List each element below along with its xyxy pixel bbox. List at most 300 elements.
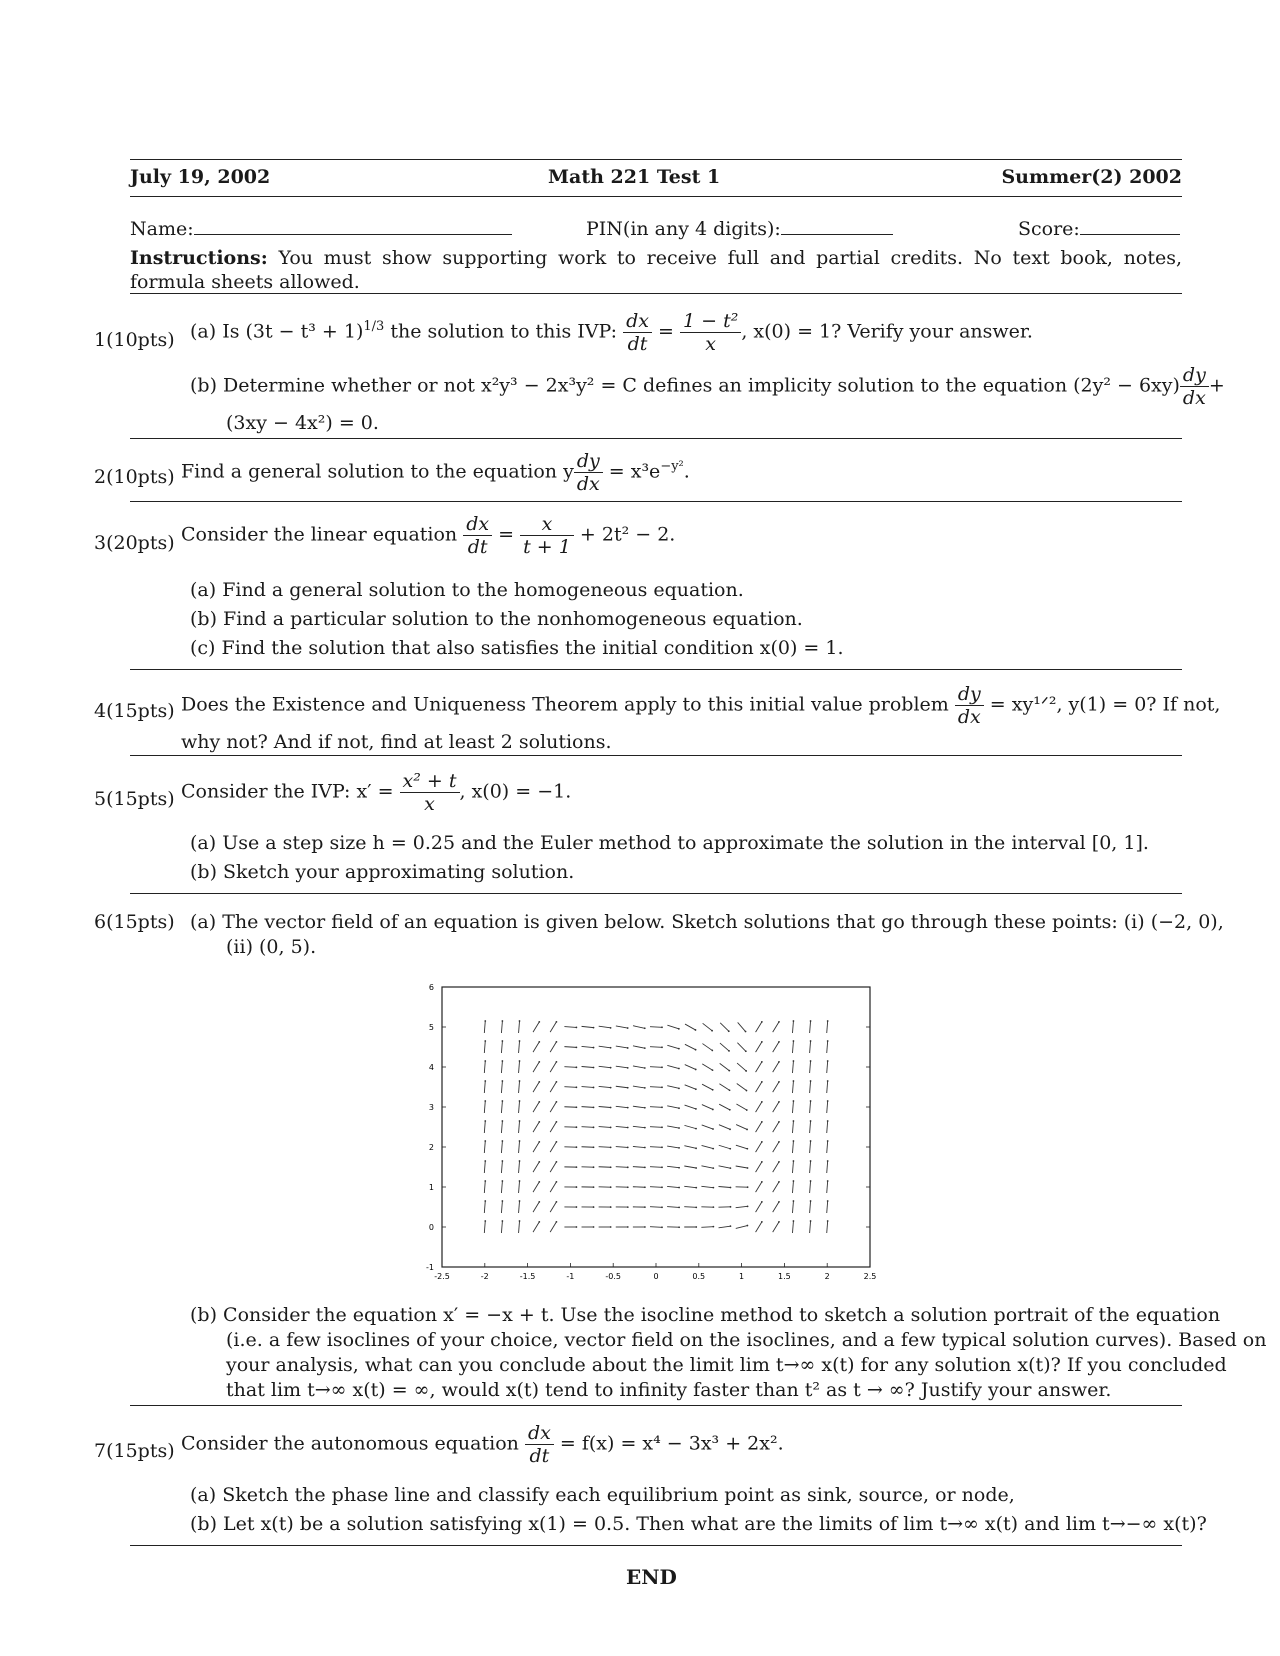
q1b-line2: (3xy − 4x²) = 0. <box>226 412 379 434</box>
vector-arrow <box>616 1126 628 1127</box>
q2-frac-den: dx <box>576 473 600 495</box>
vector-arrow <box>484 1201 485 1213</box>
vector-arrow <box>701 1227 713 1228</box>
vector-arrow-head <box>644 1226 646 1228</box>
vector-arrow <box>633 1066 645 1068</box>
vector-arrow <box>702 1064 712 1070</box>
vector-arrow <box>756 1202 762 1212</box>
vector-arrow-head <box>810 1180 812 1182</box>
vector-arrow <box>736 1206 748 1207</box>
vector-arrow-head <box>575 1166 577 1168</box>
vector-arrow-head <box>575 1106 577 1108</box>
vector-arrow-head <box>576 1226 578 1228</box>
vector-arrow-head <box>593 1126 595 1128</box>
vector-arrow-head <box>610 1047 612 1049</box>
vector-arrow-head <box>538 1101 540 1103</box>
x-tick-label: 1 <box>739 1272 745 1281</box>
vector-arrow <box>684 1166 696 1168</box>
vector-arrow <box>701 1186 713 1187</box>
instructions-label: Instructions: <box>130 247 268 269</box>
vector-arrow <box>550 1162 556 1172</box>
vector-arrow <box>810 1161 811 1173</box>
vector-arrow <box>533 1022 539 1032</box>
vector-arrow <box>533 1202 539 1212</box>
vector-arrow <box>719 1104 730 1110</box>
vector-arrow <box>616 1046 628 1048</box>
q5-pre: Consider the IVP: x′ = <box>181 780 394 803</box>
vector-arrow <box>810 1081 811 1093</box>
vector-arrow-head <box>644 1147 646 1149</box>
vector-arrow <box>484 1121 485 1133</box>
vector-arrow-head <box>778 1081 780 1083</box>
vector-arrow-head <box>484 1080 486 1082</box>
vector-arrow-head <box>712 1128 714 1130</box>
vector-arrow <box>501 1201 502 1213</box>
vector-arrow-head <box>827 1140 829 1142</box>
vector-arrow <box>564 1027 576 1028</box>
vector-arrow-head <box>519 1100 521 1102</box>
vector-arrow <box>756 1122 762 1132</box>
instructions <box>130 246 1182 294</box>
vector-arrow-head <box>747 1225 749 1227</box>
vector-arrow-head <box>695 1049 697 1051</box>
vector-arrow <box>616 1167 628 1168</box>
vector-arrow-head <box>484 1140 486 1142</box>
vector-arrow-head <box>729 1128 731 1130</box>
q3-part-a: (a) Find a general solution to the homogeneous equation. <box>190 579 744 601</box>
vector-arrow <box>685 1024 695 1030</box>
q6a-line2: (ii) (0, 5). <box>226 936 317 958</box>
vector-arrow <box>550 1062 556 1072</box>
vector-arrow <box>792 1061 793 1073</box>
rule-after-q7 <box>130 1545 1182 1546</box>
q1-number: 1(10pts) <box>94 329 175 351</box>
vector-arrow <box>719 1084 729 1090</box>
x-tick-label: 2.5 <box>863 1272 877 1281</box>
vector-arrow <box>519 1061 520 1073</box>
vector-arrow-head <box>827 1060 829 1062</box>
vector-arrow-head <box>644 1067 646 1069</box>
vector-arrow <box>685 1065 696 1070</box>
vector-arrow <box>519 1141 520 1153</box>
vector-arrow-head <box>575 1086 577 1088</box>
q4-frac <box>955 683 984 728</box>
vector-arrow-head <box>695 1029 697 1031</box>
vector-arrow <box>684 1146 696 1149</box>
vector-arrow <box>773 1042 779 1052</box>
vector-arrow-head <box>761 1221 763 1223</box>
vector-arrow-head <box>627 1226 629 1228</box>
vector-arrow <box>599 1086 611 1087</box>
vector-arrow-head <box>484 1100 486 1102</box>
vector-arrow <box>810 1101 811 1113</box>
q3-number: 3(20pts) <box>94 532 175 554</box>
q5-text <box>181 770 571 815</box>
q1a-frac2 <box>680 310 741 355</box>
vector-arrow-head <box>556 1201 558 1203</box>
vector-arrows <box>484 1020 828 1233</box>
vector-arrow <box>633 1046 645 1048</box>
vector-arrow-head <box>712 1226 714 1228</box>
vector-arrow-head <box>678 1147 680 1149</box>
vector-arrow-head <box>793 1120 795 1122</box>
vector-arrow <box>501 1221 502 1233</box>
q7-frac-num: dx <box>525 1422 554 1445</box>
vector-arrow-head <box>501 1120 503 1122</box>
vector-arrow-head <box>556 1161 558 1163</box>
vector-arrow <box>599 1026 611 1028</box>
q7-number: 7(15pts) <box>94 1440 175 1462</box>
vector-arrow <box>533 1122 539 1132</box>
vector-arrow-head <box>678 1206 680 1208</box>
vector-arrow <box>533 1042 539 1052</box>
q3-pre: Consider the linear equation <box>181 523 458 546</box>
q7-text <box>181 1422 784 1467</box>
vector-arrow <box>738 1022 746 1031</box>
rule-after-q5 <box>130 893 1182 894</box>
vector-arrow <box>810 1121 811 1133</box>
vector-field-plot <box>400 975 880 1285</box>
vector-arrow <box>533 1062 539 1072</box>
vector-arrow-head <box>575 1066 577 1068</box>
q3-part-b: (b) Find a particular solution to the nonhomogeneous equation. <box>190 608 803 630</box>
vector-arrow <box>827 1081 828 1093</box>
vector-arrow <box>484 1101 485 1113</box>
q2-frac-num: dy <box>574 450 603 473</box>
vector-arrow-head <box>827 1200 829 1202</box>
y-tick-label: -1 <box>426 1263 434 1272</box>
vector-arrow-head <box>627 1027 629 1029</box>
vector-arrow-head <box>778 1181 780 1183</box>
q2-end: . <box>683 460 690 483</box>
vector-arrow-head <box>793 1220 795 1222</box>
vector-arrow <box>756 1102 762 1112</box>
vector-arrow-head <box>556 1021 558 1023</box>
vector-arrow <box>792 1041 793 1053</box>
vector-arrow-head <box>730 1225 732 1227</box>
vector-arrow-head <box>747 1186 749 1188</box>
vector-arrow <box>650 1207 662 1208</box>
vector-arrow <box>720 1023 729 1031</box>
vector-arrow-head <box>501 1220 503 1222</box>
vector-arrow-head <box>575 1146 577 1148</box>
vector-arrow <box>650 1087 662 1088</box>
vector-arrow-head <box>501 1200 503 1202</box>
q1a-pre: (a) Is (3t − t³ + 1) <box>190 320 364 343</box>
vector-arrow <box>633 1146 645 1147</box>
vector-arrow-head <box>810 1160 812 1162</box>
vector-arrow-head <box>519 1220 521 1222</box>
vector-arrow <box>827 1041 828 1053</box>
vector-arrow-head <box>644 1186 646 1188</box>
vector-arrow <box>501 1161 502 1173</box>
vector-arrow-head <box>778 1061 780 1063</box>
vector-arrow-head <box>793 1200 795 1202</box>
vector-arrow <box>736 1104 746 1110</box>
vector-arrow-head <box>538 1141 540 1143</box>
vector-arrow-head <box>695 1128 697 1130</box>
vector-arrow <box>827 1061 828 1073</box>
rule-after-q4 <box>130 755 1182 756</box>
vector-arrow-head <box>678 1107 680 1109</box>
vector-arrow <box>736 1145 747 1149</box>
q4-frac-num: dy <box>955 683 984 706</box>
vector-arrow-head <box>501 1060 503 1062</box>
vector-arrow-head <box>827 1020 829 1022</box>
vector-arrow <box>533 1182 539 1192</box>
vector-arrow <box>633 1167 645 1168</box>
vector-arrow-head <box>761 1041 763 1043</box>
vector-arrow <box>501 1021 502 1033</box>
vector-arrow-head <box>593 1166 595 1168</box>
vector-arrow-head <box>712 1148 714 1150</box>
vector-arrow-head <box>661 1066 663 1068</box>
vector-arrow <box>484 1181 485 1193</box>
y-tick-label: 6 <box>428 983 434 992</box>
vector-arrow-head <box>501 1040 503 1042</box>
vector-arrow <box>773 1142 779 1152</box>
q1b-frac <box>1180 364 1209 409</box>
header-date: July 19, 2002 <box>130 166 271 188</box>
vector-arrow-head <box>538 1021 540 1023</box>
pin-blank[interactable] <box>781 218 893 235</box>
vector-arrow-head <box>729 1109 731 1111</box>
vector-arrow-head <box>728 1070 730 1072</box>
vector-arrow <box>792 1181 793 1193</box>
vector-arrow <box>827 1141 828 1153</box>
vector-arrow-head <box>827 1220 829 1222</box>
vector-arrow <box>501 1041 502 1053</box>
vector-arrow-head <box>746 1148 748 1150</box>
vector-arrow-head <box>745 1050 747 1052</box>
q2-text <box>181 450 690 495</box>
vector-arrow <box>667 1166 679 1167</box>
vector-arrow-head <box>695 1167 697 1169</box>
vector-arrow-head <box>661 1026 663 1028</box>
vector-arrow-head <box>519 1180 521 1182</box>
name-blank[interactable] <box>194 218 512 235</box>
vector-arrow <box>667 1207 679 1208</box>
q1a-frac1-num: dx <box>623 310 652 333</box>
vector-arrow <box>519 1121 520 1133</box>
vector-arrow-head <box>538 1221 540 1223</box>
vector-arrow-head <box>593 1067 595 1069</box>
q2-post: = x³e <box>608 460 661 483</box>
rule-after-q3 <box>130 669 1182 670</box>
vector-arrow <box>550 1102 556 1112</box>
vector-arrow-head <box>761 1161 763 1163</box>
vector-arrow-head <box>661 1106 663 1108</box>
vector-arrow <box>582 1087 594 1088</box>
vector-arrow <box>773 1162 779 1172</box>
vector-arrow-head <box>593 1226 595 1228</box>
vector-arrow-head <box>810 1020 812 1022</box>
vector-arrow <box>773 1202 779 1212</box>
vector-arrow <box>650 1067 662 1068</box>
vector-arrow <box>756 1162 762 1172</box>
vector-arrow-head <box>827 1040 829 1042</box>
vector-arrow-head <box>610 1127 612 1129</box>
vector-arrow-head <box>538 1161 540 1163</box>
vector-arrow-head <box>712 1206 714 1208</box>
vector-arrow <box>701 1166 713 1168</box>
vector-arrow <box>484 1221 485 1233</box>
vector-arrow-head <box>519 1160 521 1162</box>
y-tick-label: 3 <box>428 1103 434 1112</box>
vector-arrow <box>564 1067 576 1068</box>
vector-arrow <box>773 1222 779 1232</box>
vector-arrow-head <box>644 1047 646 1049</box>
vector-arrow <box>550 1042 556 1052</box>
vector-arrow <box>792 1121 793 1133</box>
vector-arrow-head <box>661 1166 663 1168</box>
vector-arrow <box>667 1186 679 1187</box>
q3-text <box>181 513 675 558</box>
vector-arrow <box>719 1125 730 1130</box>
vector-arrow <box>650 1147 662 1148</box>
vector-arrow-head <box>695 1206 697 1208</box>
q1a-frac1-den: dt <box>627 333 648 355</box>
q1-part-b <box>190 364 1225 409</box>
vector-arrow-head <box>593 1047 595 1049</box>
vector-arrow-head <box>810 1060 812 1062</box>
vector-arrow <box>719 1187 731 1188</box>
vector-arrow-head <box>538 1201 540 1203</box>
score-field <box>1018 217 1180 241</box>
vector-arrow-head <box>519 1040 521 1042</box>
vector-arrow-head <box>729 1089 731 1091</box>
x-tick-label: -2 <box>480 1272 489 1281</box>
y-tick-label: 0 <box>428 1223 434 1232</box>
header-term: Summer(2) 2002 <box>1001 166 1182 188</box>
vector-arrow-head <box>644 1166 646 1168</box>
q4-number: 4(15pts) <box>94 700 175 722</box>
q6b-line2: (i.e. a few isoclines of your choice, vector field on the isoclines, and a few typical solution curves). Based on <box>226 1329 1267 1351</box>
vector-arrow <box>599 1127 611 1128</box>
q2-number: 2(10pts) <box>94 466 175 488</box>
vector-arrow-head <box>575 1206 577 1208</box>
vector-arrow <box>719 1145 730 1149</box>
q5-post: , x(0) = −1. <box>459 780 572 803</box>
vector-arrow-head <box>610 1067 612 1069</box>
vector-arrow-head <box>730 1206 732 1208</box>
vector-arrow <box>599 1147 611 1148</box>
vector-arrow <box>650 1027 662 1028</box>
q7-part-b: (b) Let x(t) be a solution satisfying x(1) = 0.5. Then what are the limits of lim t→∞ x(t) and lim t→−∞ x(t)? <box>190 1513 1207 1535</box>
vector-arrow-head <box>610 1087 612 1089</box>
q5-part-b: (b) Sketch your approximating solution. <box>190 861 575 883</box>
q4-line2: why not? And if not, find at least 2 solutions. <box>181 731 612 753</box>
vector-arrow-head <box>593 1146 595 1148</box>
vector-arrow <box>582 1107 594 1108</box>
vector-arrow-head <box>729 1148 731 1150</box>
vector-arrow-head <box>484 1020 486 1022</box>
x-tick-label: -2.5 <box>434 1272 450 1281</box>
vector-arrow <box>667 1106 679 1108</box>
vector-arrow-head <box>556 1101 558 1103</box>
q1-part-a <box>190 310 1033 355</box>
vector-arrow-head <box>610 1206 612 1208</box>
vector-arrow <box>810 1141 811 1153</box>
x-tick-label: -0.5 <box>605 1272 622 1281</box>
vector-arrow <box>550 1222 556 1232</box>
instructions-text: You must show supporting work to receive full and partial credits. No text book, notes, formula sheets allowed. <box>130 247 1182 293</box>
vector-arrow-head <box>695 1108 697 1110</box>
vector-arrow <box>599 1106 611 1107</box>
vector-arrow-head <box>627 1107 629 1109</box>
vector-arrow-head <box>501 1180 503 1182</box>
vector-arrow-head <box>761 1081 763 1083</box>
vector-arrow <box>720 1043 729 1051</box>
vector-arrow <box>616 1106 628 1107</box>
vector-arrow <box>773 1022 779 1032</box>
vector-arrow <box>616 1026 628 1028</box>
vector-arrow-head <box>745 1031 747 1033</box>
vector-arrow-head <box>761 1201 763 1203</box>
q5-frac-den: x <box>424 793 435 815</box>
vector-arrow <box>827 1161 828 1173</box>
vector-arrow-head <box>793 1040 795 1042</box>
vector-arrow-head <box>728 1050 730 1052</box>
vector-arrow <box>792 1141 793 1153</box>
vector-arrow-head <box>678 1187 680 1189</box>
vector-arrow <box>564 1087 576 1088</box>
vector-arrow-head <box>711 1050 713 1052</box>
vector-arrow-head <box>575 1186 577 1188</box>
vector-arrow <box>792 1201 793 1213</box>
vector-arrow <box>650 1127 662 1128</box>
vector-arrow-head <box>661 1186 663 1188</box>
vector-arrow-head <box>484 1060 486 1062</box>
vector-arrow-head <box>746 1090 748 1092</box>
vector-arrow <box>582 1046 594 1047</box>
q7-frac-den: dt <box>529 1445 550 1467</box>
vector-arrow <box>702 1044 712 1051</box>
q1a-post: , x(0) = 1? Verify your answer. <box>741 320 1033 343</box>
vector-arrow-head <box>556 1041 558 1043</box>
score-blank[interactable] <box>1080 218 1180 235</box>
vector-arrow-head <box>484 1040 486 1042</box>
vector-arrow-head <box>593 1106 595 1108</box>
vector-arrow-head <box>556 1141 558 1143</box>
vector-arrow <box>564 1107 576 1108</box>
vector-arrow-head <box>661 1086 663 1088</box>
vector-arrow <box>501 1141 502 1153</box>
vector-arrow <box>650 1047 662 1048</box>
vector-arrow <box>773 1122 779 1132</box>
vector-arrow-head <box>793 1160 795 1162</box>
vector-arrow-head <box>712 1069 714 1071</box>
vector-arrow-head <box>593 1027 595 1029</box>
vector-arrow <box>703 1023 712 1030</box>
vector-arrow <box>533 1222 539 1232</box>
vector-arrow <box>484 1021 485 1033</box>
vector-arrow-head <box>810 1080 812 1082</box>
vector-arrow-head <box>678 1028 680 1030</box>
vector-arrow-head <box>556 1061 558 1063</box>
vector-arrow <box>519 1181 520 1193</box>
vector-arrow <box>550 1122 556 1132</box>
vector-arrow-head <box>793 1140 795 1142</box>
q6a-line1: (a) The vector field of an equation is given below. Sketch solutions that go through these points: (i) (−2, 0), <box>190 911 1224 933</box>
vector-arrow-head <box>556 1221 558 1223</box>
q3-frac1-num: dx <box>463 513 492 536</box>
vector-arrow-head <box>793 1060 795 1062</box>
q7-pre: Consider the autonomous equation <box>181 1432 519 1455</box>
x-tick-label: -1.5 <box>519 1272 536 1281</box>
vector-arrow-head <box>761 1121 763 1123</box>
vector-arrow-head <box>661 1046 663 1048</box>
